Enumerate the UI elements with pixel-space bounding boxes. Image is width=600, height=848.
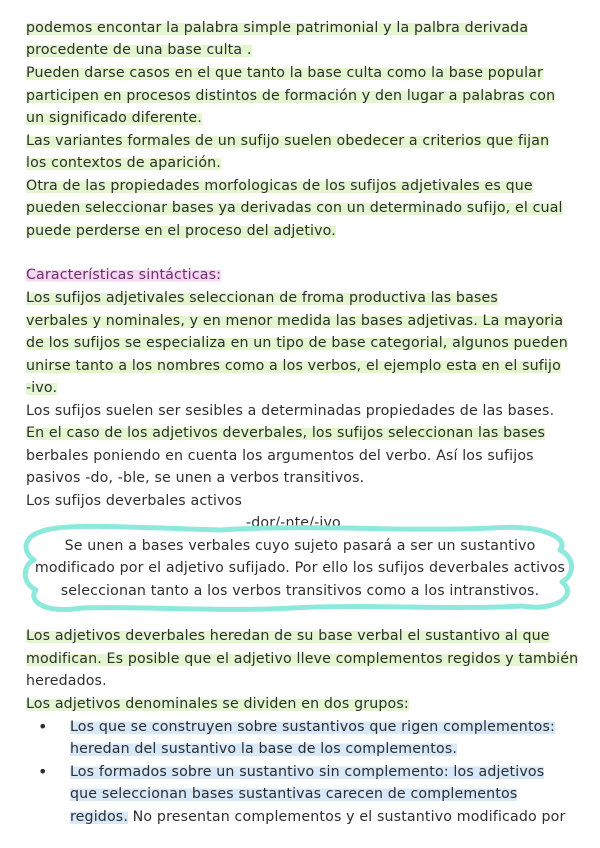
text-line: Otra de las propiedades morfologicas de los sufijos adjetivales es que [26, 178, 533, 194]
text-line: verbales y nominales, y en menor medida las bases adjetivas. La mayoria [26, 313, 564, 329]
text-line: unirse tanto a los nombres como a los verbos, el ejemplo esta en el sufijo [26, 358, 561, 374]
text-line: Los adjetivos deverbales heredan de su base verbal el sustantivo al que [26, 628, 550, 644]
bullet-icon: • [38, 762, 48, 781]
text-line: pueden seleccionar bases ya derivadas con un determinado sufijo, el cual [26, 200, 563, 216]
text-line: podemos encontar la palabra simple patrimonial y la palbra derivada [26, 20, 529, 36]
text-line: pasivos -do, -ble, se unen a verbos transitivos. [26, 470, 365, 486]
text-line: berbales poniendo en cuenta los argumentos del verbo. Así los sufijos [26, 448, 534, 464]
suffix-list: -dor/-nte/-ivo [246, 515, 341, 531]
list-item-line: Los que se construyen sobre sustantivos que rigen complementos: [70, 719, 555, 735]
text-line: heredados. [26, 673, 107, 689]
list-item-line: regidos. No presentan complementos y el sustantivo modificado por [70, 809, 566, 825]
text-line: En el caso de los adjetivos deverbales, los sufijos seleccionan las bases [26, 425, 546, 441]
text-line: -ivo. [26, 380, 58, 396]
text-line: procedente de una base culta . [26, 42, 252, 58]
section-heading: Características sintácticas: [26, 267, 222, 283]
bullet-icon: • [38, 717, 48, 736]
list-item-line: que seleccionan bases sustantivas carecen de complementos [70, 786, 518, 802]
text-line: de los sufijos se especializa en un tipo de base categorial, algunos pueden [26, 335, 568, 351]
text-line: los contextos de aparición. [26, 155, 221, 171]
text-line: puede perderse en el proceso del adjetivo. [26, 223, 336, 239]
text-line: Las variantes formales de un sufijo suelen obedecer a criterios que fijan [26, 133, 550, 149]
text-line: un significado diferente. [26, 110, 202, 126]
list-item-line: Los formados sobre un sustantivo sin complemento: los adjetivos [70, 764, 545, 780]
text-line: modifican. Es posible que el adjetivo lleve complementos regidos y también [26, 651, 579, 667]
text-line: participen en procesos distintos de formación y den lugar a palabras con [26, 88, 556, 104]
text-line: Pueden darse casos en el que tanto la base culta como la base popular [26, 65, 543, 81]
text-line: Los sufijos suelen ser sesibles a determinadas propiedades de las bases. [26, 403, 555, 419]
list-item-line: heredan del sustantivo la base de los complementos. [70, 741, 458, 757]
text-line: Los sufijos adjetivales seleccionan de froma productiva las bases [26, 290, 498, 306]
cloud-text-line: modificado por el adjetivo sufijado. Por ello los sufijos deverbales activos [34, 560, 566, 576]
text-line: Los sufijos deverbales activos [26, 493, 243, 509]
cloud-text-line: seleccionan tanto a los verbos transitivos como a los intranstivos. [60, 583, 540, 599]
text-line: Los adjetivos denominales se dividen en dos grupos: [26, 696, 409, 712]
cloud-text-line: Se unen a bases verbales cuyo sujeto pasará a ser un sustantivo [64, 538, 536, 554]
